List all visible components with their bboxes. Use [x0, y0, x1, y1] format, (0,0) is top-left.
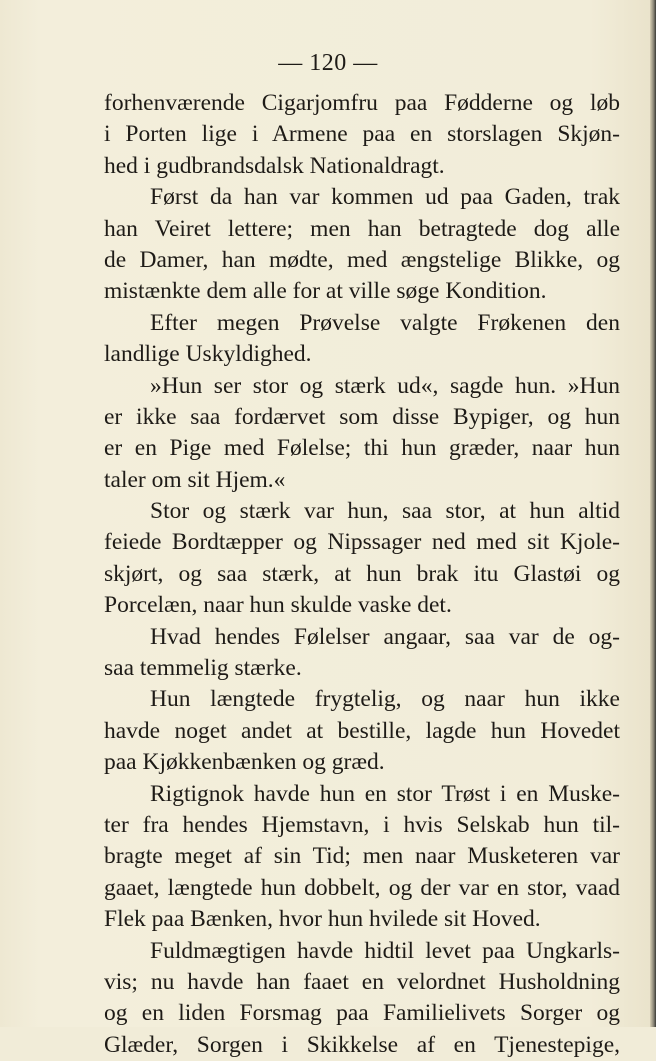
text-line: Hvad hendes Følelser angaar, saa var de og-	[150, 623, 620, 650]
text-line: paa Kjøkkenbænken og græd.	[104, 749, 385, 776]
body-text	[104, 88, 620, 1061]
text-line: er en Pige med Følelse; thi hun græder, naar hun	[104, 435, 620, 462]
text-line: Stor og stærk var hun, saa stor, at hun altid	[150, 498, 620, 525]
text-line: Glæder, Sorgen i Skikkelse af en Tjenestepige,	[104, 1031, 620, 1058]
text-line: i Porten lige i Armene paa en storslagen Skjøn-	[104, 121, 620, 148]
text-line: Flek paa Bænken, hvor hun hvilede sit Hoved.	[104, 906, 541, 933]
text-line: Porcelæn, naar hun skulde vaske det.	[104, 592, 452, 619]
text-line: Først da han var kommen ud paa Gaden, trak	[150, 184, 620, 211]
text-line: ter fra hendes Hjemstavn, i hvis Selskab hun til-	[104, 811, 620, 838]
page-edge	[650, 0, 656, 1027]
text-line: taler om sit Hjem.«	[104, 466, 286, 493]
text-line: bragte meget af sin Tid; men naar Musketeren var	[104, 843, 620, 870]
text-line: de Damer, han mødte, med ængstelige Blikke, og	[104, 246, 620, 273]
text-line: Efter megen Prøvelse valgte Frøkenen den	[150, 309, 620, 336]
text-line: er ikke saa fordærvet som disse Bypiger, og hun	[104, 403, 620, 430]
text-line: Rigtignok havde hun en stor Trøst i en Muske-	[150, 780, 620, 807]
text-line: hed i gudbrandsdalsk Nationaldragt.	[104, 152, 445, 179]
text-line: mistænkte dem alle for at ville søge Kondition.	[104, 278, 547, 305]
text-line: landlige Uskyldighed.	[104, 341, 312, 368]
page-number: — 120 —	[278, 50, 378, 76]
text-line: saa temmelig stærke.	[104, 655, 302, 682]
text-line: havde noget andet at bestille, lagde hun Hovedet	[104, 717, 620, 744]
text-line: vis; nu havde han faaet en velordnet Husholdning	[104, 968, 620, 995]
text-line: han Veiret lettere; men han betragtede dog alle	[104, 215, 620, 242]
text-line: Hun længtede frygtelig, og naar hun ikke	[150, 686, 620, 713]
text-line: og en liden Forsmag paa Familielivets Sorger og	[104, 1000, 620, 1027]
text-line: skjørt, og saa stærk, at hun brak itu Glastøi og	[104, 560, 620, 587]
text-line: »Hun ser stor og stærk ud«, sagde hun. »Hun	[150, 372, 620, 399]
text-line: Fuldmægtigen havde hidtil levet paa Ungkarls-	[150, 937, 620, 964]
text-line: feiede Bordtæpper og Nipssager ned med sit Kjole-	[104, 529, 620, 556]
text-line: forhenværende Cigarjomfru paa Fødderne og løb	[104, 90, 620, 116]
text-line: gaaet, længtede hun dobbelt, og der var en stor, vaad	[104, 874, 620, 901]
